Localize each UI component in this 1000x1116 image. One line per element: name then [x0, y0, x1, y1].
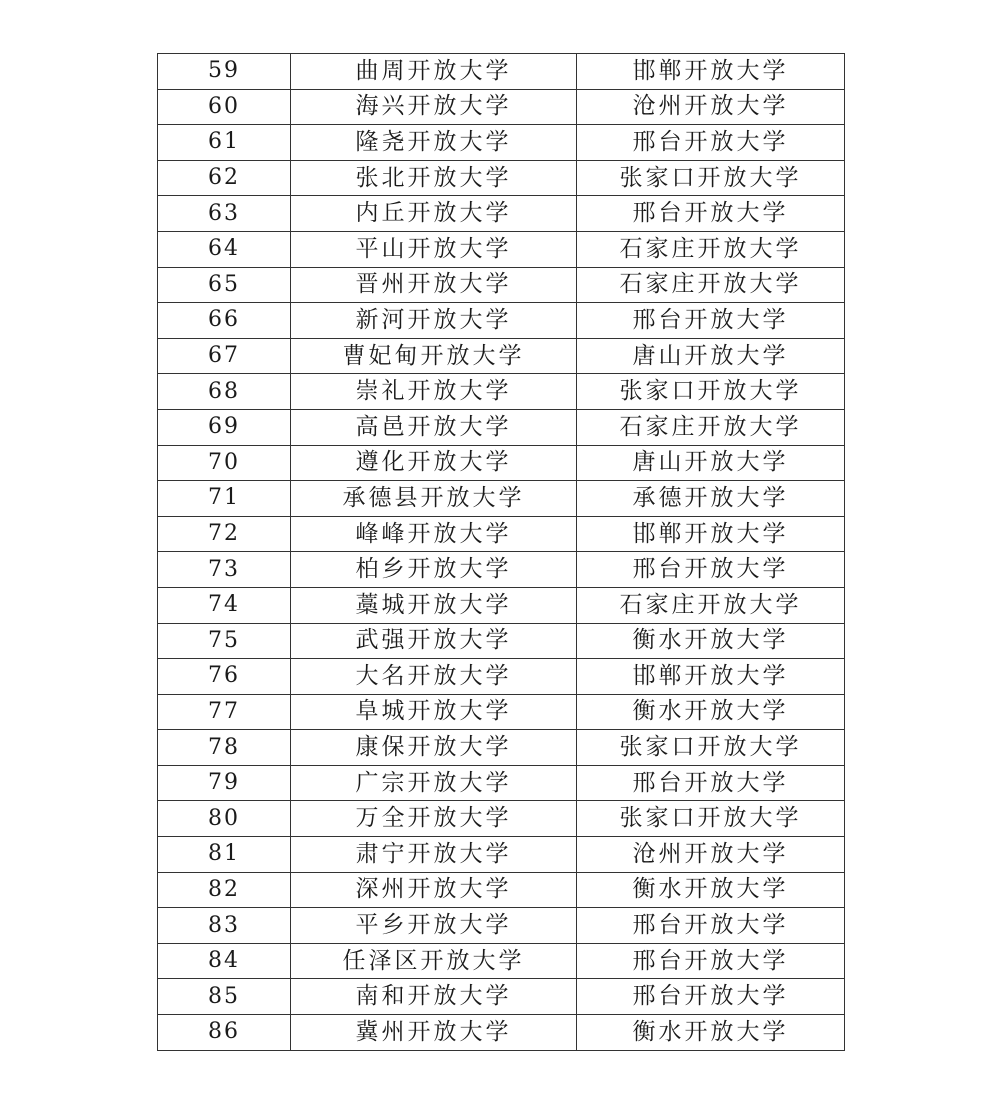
table-row [158, 659, 845, 695]
table-row [158, 552, 845, 588]
university-name-cell: 深州开放大学 [291, 872, 577, 908]
parent-university-cell: 唐山开放大学 [577, 338, 845, 374]
row-number-cell: 71 [158, 481, 291, 517]
university-name-cell: 峰峰开放大学 [291, 516, 577, 552]
table-row [158, 765, 845, 801]
university-name-cell: 晋州开放大学 [291, 267, 577, 303]
row-number-cell: 74 [158, 587, 291, 623]
parent-university-cell: 石家庄开放大学 [577, 267, 845, 303]
parent-university-cell: 邢台开放大学 [577, 196, 845, 232]
table-row [158, 481, 845, 517]
table-row [158, 374, 845, 410]
table-row [158, 160, 845, 196]
table-body [158, 54, 845, 1051]
row-number-cell: 67 [158, 338, 291, 374]
parent-university-cell: 承德开放大学 [577, 481, 845, 517]
row-number-cell: 61 [158, 125, 291, 161]
row-number-cell: 66 [158, 303, 291, 339]
table-row [158, 694, 845, 730]
row-number-cell: 81 [158, 837, 291, 873]
parent-university-cell: 张家口开放大学 [577, 730, 845, 766]
parent-university-cell: 邯郸开放大学 [577, 659, 845, 695]
table-row [158, 409, 845, 445]
parent-university-cell: 衡水开放大学 [577, 1015, 845, 1051]
university-name-cell: 武强开放大学 [291, 623, 577, 659]
row-number-cell: 75 [158, 623, 291, 659]
row-number-cell: 70 [158, 445, 291, 481]
parent-university-cell: 邢台开放大学 [577, 552, 845, 588]
parent-university-cell: 邢台开放大学 [577, 765, 845, 801]
table-row [158, 872, 845, 908]
parent-university-cell: 石家庄开放大学 [577, 231, 845, 267]
parent-university-cell: 石家庄开放大学 [577, 409, 845, 445]
table-row [158, 231, 845, 267]
parent-university-cell: 衡水开放大学 [577, 623, 845, 659]
university-name-cell: 阜城开放大学 [291, 694, 577, 730]
row-number-cell: 73 [158, 552, 291, 588]
parent-university-cell: 石家庄开放大学 [577, 587, 845, 623]
parent-university-cell: 张家口开放大学 [577, 801, 845, 837]
row-number-cell: 83 [158, 908, 291, 944]
university-name-cell: 南和开放大学 [291, 979, 577, 1015]
university-name-cell: 藁城开放大学 [291, 587, 577, 623]
university-name-cell: 高邑开放大学 [291, 409, 577, 445]
university-name-cell: 任泽区开放大学 [291, 943, 577, 979]
university-name-cell: 遵化开放大学 [291, 445, 577, 481]
row-number-cell: 72 [158, 516, 291, 552]
parent-university-cell: 唐山开放大学 [577, 445, 845, 481]
row-number-cell: 86 [158, 1015, 291, 1051]
table-row [158, 303, 845, 339]
table-row [158, 125, 845, 161]
university-name-cell: 康保开放大学 [291, 730, 577, 766]
table-row [158, 979, 845, 1015]
university-name-cell: 海兴开放大学 [291, 89, 577, 125]
table-row [158, 623, 845, 659]
university-name-cell: 张北开放大学 [291, 160, 577, 196]
parent-university-cell: 邢台开放大学 [577, 303, 845, 339]
university-table [157, 53, 845, 1051]
parent-university-cell: 衡水开放大学 [577, 872, 845, 908]
parent-university-cell: 张家口开放大学 [577, 160, 845, 196]
row-number-cell: 69 [158, 409, 291, 445]
table-row [158, 516, 845, 552]
parent-university-cell: 邢台开放大学 [577, 979, 845, 1015]
parent-university-cell: 沧州开放大学 [577, 837, 845, 873]
row-number-cell: 62 [158, 160, 291, 196]
parent-university-cell: 衡水开放大学 [577, 694, 845, 730]
table-row [158, 445, 845, 481]
table-row [158, 587, 845, 623]
parent-university-cell: 邯郸开放大学 [577, 54, 845, 90]
university-name-cell: 曹妃甸开放大学 [291, 338, 577, 374]
row-number-cell: 64 [158, 231, 291, 267]
row-number-cell: 78 [158, 730, 291, 766]
university-name-cell: 柏乡开放大学 [291, 552, 577, 588]
table-row [158, 54, 845, 90]
parent-university-cell: 张家口开放大学 [577, 374, 845, 410]
university-name-cell: 冀州开放大学 [291, 1015, 577, 1051]
parent-university-cell: 邯郸开放大学 [577, 516, 845, 552]
university-name-cell: 曲周开放大学 [291, 54, 577, 90]
university-name-cell: 平乡开放大学 [291, 908, 577, 944]
row-number-cell: 60 [158, 89, 291, 125]
row-number-cell: 63 [158, 196, 291, 232]
university-name-cell: 平山开放大学 [291, 231, 577, 267]
table-row [158, 89, 845, 125]
row-number-cell: 77 [158, 694, 291, 730]
row-number-cell: 79 [158, 765, 291, 801]
row-number-cell: 59 [158, 54, 291, 90]
university-name-cell: 大名开放大学 [291, 659, 577, 695]
university-name-cell: 万全开放大学 [291, 801, 577, 837]
table-row [158, 837, 845, 873]
university-name-cell: 崇礼开放大学 [291, 374, 577, 410]
row-number-cell: 84 [158, 943, 291, 979]
table-row [158, 196, 845, 232]
row-number-cell: 80 [158, 801, 291, 837]
row-number-cell: 85 [158, 979, 291, 1015]
university-name-cell: 新河开放大学 [291, 303, 577, 339]
university-name-cell: 广宗开放大学 [291, 765, 577, 801]
table-row [158, 943, 845, 979]
university-name-cell: 内丘开放大学 [291, 196, 577, 232]
university-name-cell: 隆尧开放大学 [291, 125, 577, 161]
parent-university-cell: 邢台开放大学 [577, 125, 845, 161]
table-row [158, 1015, 845, 1051]
table-row [158, 801, 845, 837]
row-number-cell: 76 [158, 659, 291, 695]
table-row [158, 730, 845, 766]
table-row [158, 338, 845, 374]
parent-university-cell: 邢台开放大学 [577, 943, 845, 979]
row-number-cell: 68 [158, 374, 291, 410]
parent-university-cell: 邢台开放大学 [577, 908, 845, 944]
row-number-cell: 65 [158, 267, 291, 303]
university-name-cell: 肃宁开放大学 [291, 837, 577, 873]
university-name-cell: 承德县开放大学 [291, 481, 577, 517]
table-row [158, 908, 845, 944]
table-row [158, 267, 845, 303]
row-number-cell: 82 [158, 872, 291, 908]
parent-university-cell: 沧州开放大学 [577, 89, 845, 125]
